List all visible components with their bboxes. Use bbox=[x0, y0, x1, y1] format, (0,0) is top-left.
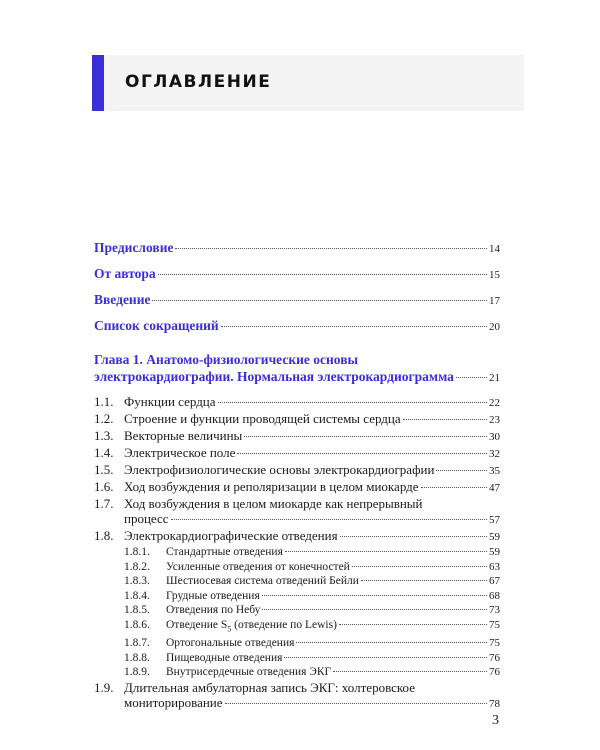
section-page: 57 bbox=[489, 514, 500, 526]
toc-subsection-1-8-5[interactable] bbox=[94, 603, 500, 618]
subsection-label: Ортогональные отведения bbox=[166, 637, 295, 650]
dot-leader bbox=[262, 595, 487, 596]
toc-section-1-5[interactable] bbox=[94, 462, 500, 479]
subsection-number: 1.8.6. bbox=[124, 618, 150, 631]
dot-leader bbox=[333, 671, 487, 672]
toc-entry-label: Введение bbox=[94, 292, 151, 307]
dot-leader bbox=[171, 519, 487, 520]
subsection-number: 1.8.9. bbox=[124, 666, 150, 679]
subsection-page: 75 bbox=[489, 618, 500, 631]
section-label-line1: Ход возбуждения в целом миокарде как непрерывный bbox=[124, 496, 423, 511]
dot-leader bbox=[296, 642, 487, 643]
toc-chapter-1[interactable] bbox=[94, 351, 500, 387]
subsection-label: Внутрисердечные отведения ЭКГ bbox=[166, 666, 332, 679]
section-page: 35 bbox=[489, 465, 500, 477]
section-label: Функции сердца bbox=[124, 394, 216, 409]
dot-leader bbox=[175, 248, 487, 249]
subsection-number: 1.8.3. bbox=[124, 575, 150, 587]
page-number: 3 bbox=[492, 713, 499, 728]
section-number: 1.8. bbox=[94, 528, 114, 543]
toc-entry-page: 17 bbox=[489, 295, 500, 307]
table-of-contents bbox=[94, 240, 500, 712]
section-page: 59 bbox=[489, 531, 500, 543]
subsection-label: Грудные отведения bbox=[166, 589, 260, 602]
toc-entry-abbreviations[interactable] bbox=[94, 318, 500, 344]
section-label-line2: процесс bbox=[124, 511, 169, 526]
section-label: Электрическое поле bbox=[124, 445, 236, 460]
subsection-label-post: (отведение по Lewis) bbox=[231, 618, 337, 631]
toc-section-1-6[interactable] bbox=[94, 479, 500, 496]
dot-leader bbox=[284, 657, 487, 658]
subsection-number: 1.8.1. bbox=[124, 546, 150, 558]
toc-subsection-1-8-9[interactable] bbox=[94, 665, 500, 680]
toc-section-1-4[interactable] bbox=[94, 445, 500, 462]
subsection-page: 59 bbox=[489, 546, 500, 558]
subsection-page: 67 bbox=[489, 575, 500, 587]
subsection-page: 75 bbox=[489, 637, 500, 650]
section-label: Строение и функции проводящей системы сердца bbox=[124, 411, 401, 426]
dot-leader bbox=[221, 326, 487, 327]
dot-leader bbox=[218, 402, 487, 403]
section-page: 78 bbox=[489, 697, 500, 710]
section-label: Векторные величины bbox=[124, 428, 243, 443]
toc-section-1-9[interactable] bbox=[94, 680, 500, 695]
toc-section-1-7[interactable] bbox=[94, 496, 500, 511]
section-page: 23 bbox=[489, 414, 500, 426]
toc-entry-label: Предисловие bbox=[94, 240, 174, 255]
toc-subsection-1-8-2[interactable] bbox=[94, 560, 500, 575]
section-label: Электрофизиологические основы электрокардиографии bbox=[124, 462, 435, 477]
subsection-page: 76 bbox=[489, 666, 500, 679]
toc-subsection-1-8-8[interactable] bbox=[94, 651, 500, 666]
header-accent-bar bbox=[92, 55, 104, 111]
dot-leader bbox=[456, 377, 487, 378]
subsection-label: Пищеводные отведения bbox=[166, 651, 283, 664]
toc-entry-introduction[interactable] bbox=[94, 292, 500, 318]
toc-entry-page: 15 bbox=[489, 269, 500, 281]
subsection-page: 73 bbox=[489, 604, 500, 616]
dot-leader bbox=[340, 536, 487, 537]
section-label-line1: Длительная амбулаторная запись ЭКГ: холтеровское bbox=[124, 679, 415, 695]
subsection-label-pre: Отведение S bbox=[166, 618, 228, 631]
subsection-number: 1.8.2. bbox=[124, 560, 150, 573]
toc-subsection-1-8-7[interactable] bbox=[94, 636, 500, 651]
subsection-number: 1.8.5. bbox=[124, 604, 150, 616]
subsection-number: 1.8.4. bbox=[124, 589, 150, 602]
section-number: 1.9. bbox=[94, 679, 114, 695]
section-number: 1.5. bbox=[94, 462, 114, 477]
subsection-label bbox=[166, 618, 337, 637]
subsection-label: Отведения по Небу bbox=[166, 604, 261, 616]
page-title: ОГЛАВЛЕНИЕ bbox=[125, 72, 272, 92]
toc-subsection-1-8-4[interactable] bbox=[94, 589, 500, 604]
section-number: 1.7. bbox=[94, 496, 114, 511]
toc-section-1-1[interactable] bbox=[94, 394, 500, 411]
section-page: 22 bbox=[489, 397, 500, 409]
dot-leader bbox=[361, 580, 487, 581]
toc-subsection-1-8-1[interactable] bbox=[94, 545, 500, 560]
chapter-title-line1: Глава 1. Анатомо-физиологические основы bbox=[94, 352, 359, 367]
section-label: Ход возбуждения и реполяризации в целом миокарде bbox=[124, 479, 419, 494]
dot-leader bbox=[403, 419, 487, 420]
dot-leader bbox=[421, 487, 487, 488]
chapter-title-line2: электрокардиографии. Нормальная электрокардиограмма bbox=[94, 369, 454, 384]
dot-leader bbox=[339, 624, 487, 625]
subsection-number: 1.8.8. bbox=[124, 651, 150, 664]
subsection-page: 68 bbox=[489, 589, 500, 602]
dot-leader bbox=[436, 470, 487, 471]
section-page: 32 bbox=[489, 448, 500, 460]
dot-leader bbox=[244, 436, 487, 437]
subsection-page: 63 bbox=[489, 560, 500, 573]
toc-entry-label: Список сокращений bbox=[94, 318, 219, 333]
dot-leader bbox=[152, 300, 487, 301]
toc-entry-label: От автора bbox=[94, 266, 156, 281]
dot-leader bbox=[237, 453, 487, 454]
section-label-line2: мониторирование bbox=[124, 694, 223, 710]
subsection-label: Стандартные отведения bbox=[166, 546, 283, 558]
section-label: Электрокардиографические отведения bbox=[124, 528, 338, 543]
section-number: 1.6. bbox=[94, 479, 114, 494]
section-number: 1.3. bbox=[94, 428, 114, 443]
section-page: 47 bbox=[489, 482, 500, 494]
dot-leader bbox=[352, 566, 487, 567]
toc-section-1-7-continued[interactable] bbox=[94, 511, 500, 528]
toc-entry-from-author[interactable] bbox=[94, 266, 500, 292]
dot-leader bbox=[225, 703, 487, 704]
toc-section-1-3[interactable] bbox=[94, 428, 500, 445]
subsection-label: Шестиосевая система отведений Бейли bbox=[166, 575, 359, 587]
toc-subsection-1-8-6[interactable] bbox=[94, 618, 500, 637]
section-page: 30 bbox=[489, 431, 500, 443]
subsection-page: 76 bbox=[489, 651, 500, 664]
dot-leader bbox=[285, 551, 487, 552]
section-number: 1.1. bbox=[94, 394, 114, 409]
toc-entry-page: 20 bbox=[489, 321, 500, 333]
toc-entry-page: 21 bbox=[489, 372, 500, 384]
section-number: 1.2. bbox=[94, 411, 114, 426]
subsection-label: Усиленные отведения от конечностей bbox=[166, 560, 350, 573]
dot-leader bbox=[262, 609, 487, 610]
toc-section-1-2[interactable] bbox=[94, 411, 500, 428]
subsection-label-subscript: 5 bbox=[227, 623, 232, 633]
toc-section-1-9-continued[interactable] bbox=[94, 695, 500, 712]
dot-leader bbox=[158, 274, 487, 275]
subsection-number: 1.8.7. bbox=[124, 637, 150, 650]
section-number: 1.4. bbox=[94, 445, 114, 460]
toc-entry-page: 14 bbox=[489, 243, 500, 255]
toc-subsection-1-8-3[interactable] bbox=[94, 574, 500, 589]
toc-entry-preface[interactable] bbox=[94, 240, 500, 266]
toc-section-1-8[interactable] bbox=[94, 528, 500, 545]
